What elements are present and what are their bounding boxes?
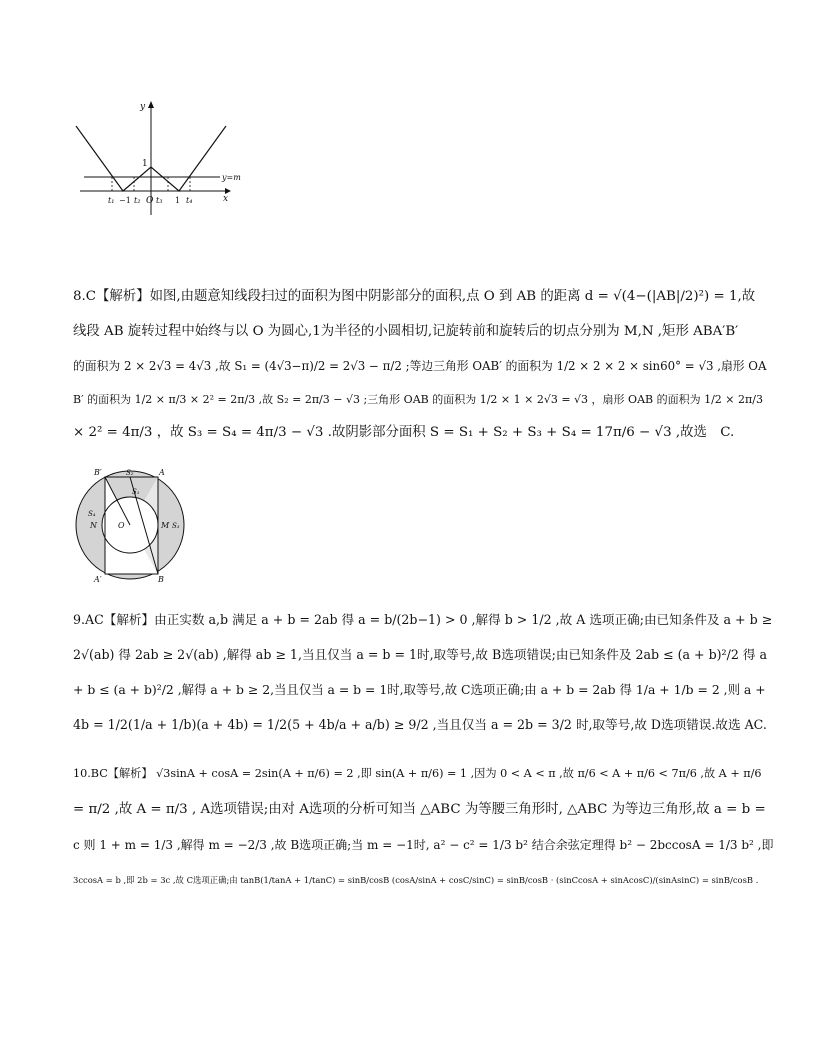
label-M: M: [161, 521, 170, 530]
label-B-prime: B′: [94, 468, 102, 477]
q9-line-3: + b ≤ (a + b)²/2 ,解得 a + b ≥ 2,当且仅当 a = b = 1时,取等号,故 C选项正确;由 a + b = 2ab 得 1/a + 1/b = 2 ,则 a +: [73, 682, 766, 697]
q9-line-2: 2√(ab) 得 2ab ≥ 2√(ab) ,解得 ab ≥ 1,当且仅当 a = b = 1时,取等号,故 B选项错误;由已知条件及 2ab ≤ (a + b)²/2 得 a: [73, 647, 767, 662]
label-S4: S₄: [88, 510, 96, 518]
label-S1: S₁: [132, 488, 140, 496]
q10-line-3: c 则 1 + m = 1/3 ,解得 m = −2/3 ,故 B选项正确;当 m = −1时, a² − c² = 1/3 b² 结合余弦定理得 b² − 2bccosA = 1/3 b² ,即: [73, 838, 774, 852]
q9-line-4: 4b = 1/2(1/a + 1/b)(a + 4b) = 1/2(5 + 4b/a + a/b) ≥ 9/2 ,当且仅当 a = 2b = 3/2 时,取等号,故 D选项错误.故选 AC.: [73, 717, 767, 732]
q9-line-1: 9.AC【解析】由正实数 a,b 满足 a + b = 2ab 得 a = b/(2b−1) > 0 ,解得 b > 1/2 ,故 A 选项正确;由已知条件及 a + b ≥: [73, 612, 773, 627]
label-x-axis: x: [223, 194, 229, 204]
function-graph-svg: [72, 95, 252, 230]
label-t1: t₁: [108, 196, 115, 205]
label-origin: O: [146, 196, 154, 206]
label-t2: t₂: [134, 196, 141, 205]
q10-line-1: 10.BC【解析】 √3sinA + cosA = 2sin(A + π/6) = 2 ,即 sin(A + π/6) = 1 ,因为 0 < A < π ,故 π/6 < A + π/6 < 7π/6 ,故 A + π/6: [73, 767, 762, 780]
graph-function-figure: [72, 95, 252, 230]
q8-line-1: 8.C【解析】如图,由题意知线段扫过的面积为图中阴影部分的面积,点 O 到 AB 的距离 d = √(4−(|AB|/2)²) = 1,故: [73, 289, 756, 304]
q8-line-4: B′ 的面积为 1/2 × π/3 × 2² = 2π/3 ,故 S₂ = 2π/3 − √3 ;三角形 OAB 的面积为 1/2 × 1 × 2√3 = √3 ，扇形 OAB 的面积为 1/2 × 2π/3: [73, 393, 763, 406]
label-line: y=m: [222, 173, 241, 182]
label-A: A: [159, 468, 165, 477]
label-t3: t₃: [156, 196, 163, 205]
label-N: N: [90, 521, 97, 530]
graph-circle-figure: [72, 465, 198, 587]
label-y-axis: y: [140, 102, 146, 112]
label-x-one: 1: [175, 196, 181, 205]
label-B: B: [158, 575, 164, 584]
q10-line-2: = π/2 ,故 A = π/3 , A选项错误;由对 A选项的分析可知当 △ABC 为等腰三角形时, △ABC 为等边三角形,故 a = b =: [73, 802, 766, 817]
label-t4: t₄: [186, 196, 193, 205]
q8-line-3: 的面积为 2 × 2√3 = 4√3 ,故 S₁ = (4√3−π)/2 = 2√3 − π/2 ;等边三角形 OAB′ 的面积为 1/2 × 2 × 2 × sin60° = √3 ,扇形 OA: [73, 359, 767, 373]
label-neg-one: −1: [119, 196, 131, 205]
label-O: O: [118, 521, 125, 530]
label-S3: S₃: [172, 522, 180, 530]
label-A-prime: A′: [94, 575, 102, 584]
label-S2: S₂: [126, 469, 134, 477]
y-axis-arrow: [148, 101, 154, 108]
q10-line-4: 3ccosA = b ,即 2b = 3c ,故 C选项正确;由 tanB(1/tanA + 1/tanC) = sinB/cosB (cosA/sinA + cosC/sinC) = sinB/cosB · (sinCcosA + sinAcosC)/(sinAsinC) = sinB/cosB .: [73, 875, 759, 885]
label-one: 1: [142, 159, 148, 169]
q8-line-2: 线段 AB 旋转过程中始终与以 O 为圆心,1为半径的小圆相切,记旋转前和旋转后的切点分别为 M,N ,矩形 ABA′B′: [73, 324, 739, 339]
circle-figure-svg: [72, 465, 198, 587]
q8-line-5: × 2² = 4π/3 ，故 S₃ = S₄ = 4π/3 − √3 .故阴影部分面积 S = S₁ + S₂ + S₃ + S₄ = 17π/6 − √3 ,故选 C.: [73, 425, 735, 440]
